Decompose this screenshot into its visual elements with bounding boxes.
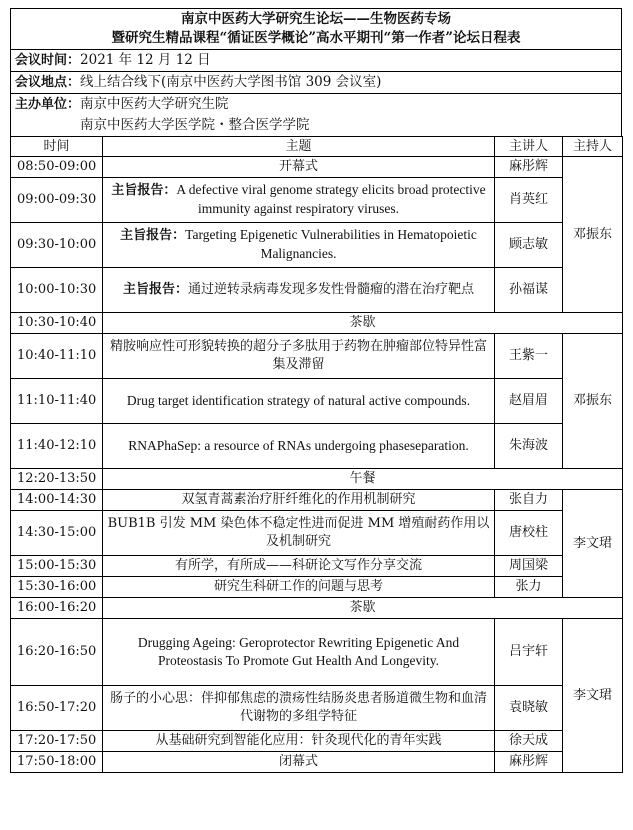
meeting-place-row [10,71,622,93]
table-row [11,686,623,731]
meeting-time-row [10,49,622,71]
schedule-document [10,8,622,773]
organizer-row [10,93,622,136]
row-topic: RNAPhaSep: a resource of RNAs undergoing phaseseparation. [103,424,495,469]
table-header-row [11,137,623,157]
row-time: 16:50-17:20 [11,686,103,731]
row-speaker: 张自力 [495,490,563,511]
row-topic: 闭幕式 [103,752,495,773]
row-time: 16:00-16:20 [11,598,103,619]
column-header-time: 时间 [11,137,103,157]
row-topic: 有所学，有所成——科研论文写作分享交流 [103,556,495,577]
row-time: 14:00-14:30 [11,490,103,511]
organizer-line-2: 南京中医药大学医学院・整合医学学院 [80,117,310,133]
table-row [11,511,623,556]
title-line-2: 暨研究生精品课程“循证医学概论”高水平期刊“第一作者”论坛日程表 [111,30,521,46]
row-speaker: 徐天成 [495,731,563,752]
table-row [11,223,623,268]
row-speaker: 周国梁 [495,556,563,577]
row-topic: 开幕式 [103,157,495,178]
table-row [11,731,623,752]
row-topic: 肠子的小心思：伴抑郁焦虑的溃疡性结肠炎患者肠道微生物和血清代谢物的多组学特征 [103,686,495,731]
table-row [11,268,623,313]
row-time: 09:00-09:30 [11,178,103,223]
keynote-title: 通过逆转录病毒发现多发性骨髓瘤的潜在治疗靶点 [188,282,475,297]
row-topic: 精胺响应性可形貌转换的超分子多肽用于药物在肿瘤部位特异性富集及滞留 [103,334,495,379]
moderator-session-4: 李文珺 [563,619,623,773]
row-time: 17:20-17:50 [11,731,103,752]
table-row [11,313,623,334]
row-speaker: 王紫一 [495,334,563,379]
table-row [11,556,623,577]
row-topic: Drugging Ageing: Geroprotector Rewriting Epigenetic And Proteostasis To Promote Gut Health And Longevity. [103,619,495,686]
row-time: 10:30-10:40 [11,313,103,334]
table-row [11,424,623,469]
break-label: 茶歇 [103,313,623,334]
lunch-label: 午餐 [103,469,623,490]
row-topic [103,223,495,268]
meeting-place-label: 会议地点： [15,75,81,90]
column-header-topic: 主题 [103,137,495,157]
row-topic: 双氢青蒿素治疗肝纤维化的作用机制研究 [103,490,495,511]
row-speaker: 唐校柱 [495,511,563,556]
meeting-time-label: 会议时间： [15,53,81,68]
column-header-moderator: 主持人 [563,137,623,157]
keynote-title: Targeting Epigenetic Vulnerabilities in Hematopoietic Malignancies. [185,227,477,261]
row-time: 11:40-12:10 [11,424,103,469]
table-row [11,752,623,773]
keynote-title: A defective viral genome strategy elicits broad protective immunity against respiratory viruses. [176,182,486,216]
title-line-1: 南京中医药大学研究生论坛——生物医药专场 [181,11,451,27]
keynote-label: 主旨报告： [122,282,188,297]
organizer-label: 主办单位： [15,97,81,112]
table-row [11,178,623,223]
row-speaker: 孙福谋 [495,268,563,313]
row-topic [103,268,495,313]
break-label: 茶歇 [103,598,623,619]
meeting-place-value: 线上结合线下(南京中医药大学图书馆 309 会议室) [80,74,382,90]
row-time: 11:10-11:40 [11,379,103,424]
document-title [10,8,622,49]
table-row [11,157,623,178]
table-row [11,619,623,686]
table-row [11,490,623,511]
table-row [11,598,623,619]
row-speaker: 顾志敏 [495,223,563,268]
row-topic [103,178,495,223]
row-time: 15:00-15:30 [11,556,103,577]
row-time: 16:20-16:50 [11,619,103,686]
row-time: 17:50-18:00 [11,752,103,773]
row-speaker: 朱海波 [495,424,563,469]
table-row [11,334,623,379]
column-header-speaker: 主讲人 [495,137,563,157]
table-row [11,469,623,490]
row-speaker: 麻彤辉 [495,752,563,773]
row-topic: 从基础研究到智能化应用：针灸现代化的青年实践 [103,731,495,752]
row-time: 08:50-09:00 [11,157,103,178]
row-time: 14:30-15:00 [11,511,103,556]
row-time: 12:20-13:50 [11,469,103,490]
table-row [11,577,623,598]
organizer-line-1: 南京中医药大学研究生院 [80,96,229,112]
row-time: 10:40-11:10 [11,334,103,379]
row-speaker: 肖英红 [495,178,563,223]
keynote-label: 主旨报告： [120,228,186,243]
row-topic: Drug target identification strategy of natural active compounds. [103,379,495,424]
row-time: 15:30-16:00 [11,577,103,598]
moderator-session-1: 邓振东 [563,157,623,313]
keynote-label: 主旨报告： [111,183,177,198]
row-topic: BUB1B 引发 MM 染色体不稳定性进而促进 MM 增殖耐药作用以及机制研究 [103,511,495,556]
row-speaker: 麻彤辉 [495,157,563,178]
schedule-table [10,136,623,773]
row-speaker: 赵眉眉 [495,379,563,424]
moderator-session-2: 邓振东 [563,334,623,469]
row-time: 09:30-10:00 [11,223,103,268]
row-topic: 研究生科研工作的问题与思考 [103,577,495,598]
row-speaker: 吕宇轩 [495,619,563,686]
row-speaker: 张力 [495,577,563,598]
meeting-time-value: 2021 年 12 月 12 日 [80,52,211,68]
row-speaker: 袁晓敏 [495,686,563,731]
row-time: 10:00-10:30 [11,268,103,313]
table-row [11,379,623,424]
moderator-session-3: 李文珺 [563,490,623,598]
